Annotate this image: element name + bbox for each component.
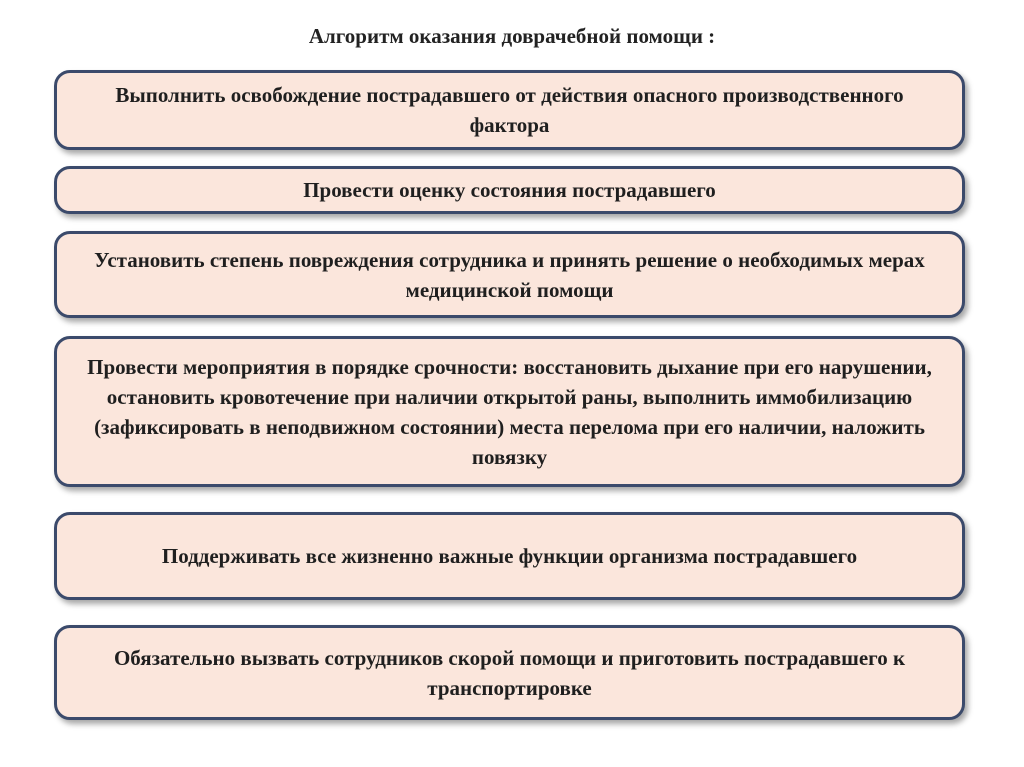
step-text-2: Провести оценку состояния пострадавшего xyxy=(303,178,716,202)
diagram-title: Алгоритм оказания доврачебной помощи : xyxy=(308,24,716,48)
step-box-6 xyxy=(54,625,965,720)
step-text-5: Поддерживать все жизненно важные функции организма пострадавшего xyxy=(161,544,858,568)
step-box-4 xyxy=(54,336,965,487)
step-text-6: Обязательно вызвать сотрудников скорой помощи и приготовить пострадавшего к транспортировке xyxy=(113,645,906,700)
step-box-2 xyxy=(54,166,965,214)
step-text-1: Выполнить освобождение пострадавшего от действия опасного производственного фактора xyxy=(115,83,904,137)
step-box-3 xyxy=(54,231,965,318)
step-box-1 xyxy=(54,70,965,150)
step-text-4: Провести мероприятия в порядке срочности: восстановить дыхание при его нарушении, остановить кровотечение при наличии открытой раны, выполнить иммобилизацию (зафиксировать в неподвижном состоянии) места перелома при его наличии, наложить повязку xyxy=(87,354,932,469)
step-text-3: Установить степень повреждения сотрудника и принять решение о необходимых мерах медицинской помощи xyxy=(94,247,925,302)
step-box-5 xyxy=(54,512,965,600)
